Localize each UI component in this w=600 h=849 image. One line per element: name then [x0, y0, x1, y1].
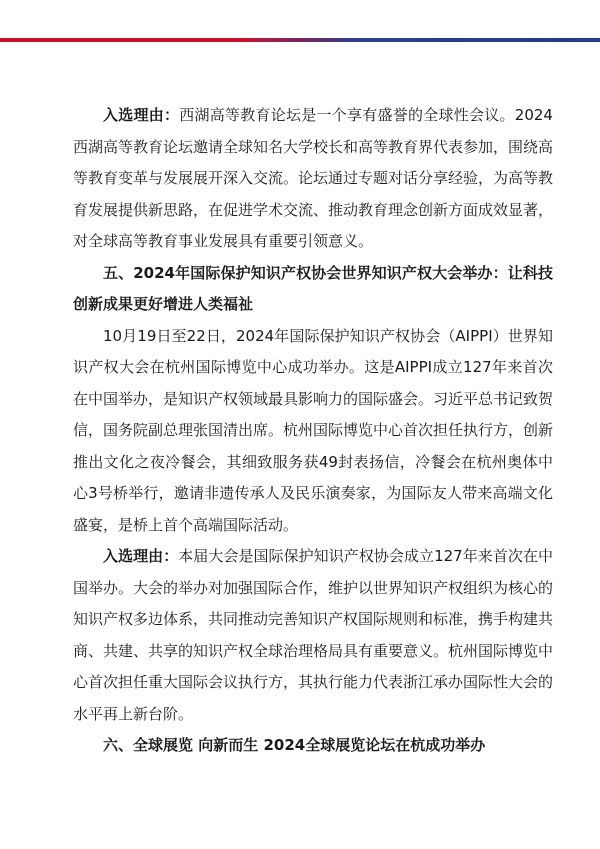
section-heading-6: 六、全球展览 向新而生 2024全球展览论坛在杭成功举办: [103, 736, 486, 754]
paragraph-aippi-congress: 10月19日至22日，2024年国际保护知识产权协会（AIPPI）世界知识产权大会在杭州国际博览中心成功举办。这是AIPPI成立127年来首次在中国举办，是知识产权领域最具影响力的国际盛会。习近平总书记致贺信，国务院副总理张国清出席。杭州国际博览中心首次担任执行方，创新推出文化之夜冷餐会，其细致服务获49封表扬信，冷餐会在杭州奥体中心3号桥举行，邀请非遗传承人及民乐演奏家，为国际友人带来高端文化盛宴，是桥上首个高端国际活动。: [73, 326, 554, 534]
selection-reason-label: 入选理由：: [103, 547, 179, 565]
paragraph-selection-reason-2: [73, 541, 553, 730]
header-color-bar: [0, 38, 600, 42]
selection-reason-label: 入选理由：: [103, 106, 180, 124]
document-body: [73, 100, 553, 762]
selection-reason-text: 本届大会是国际保护知识产权协会成立127年来首次在中国举办。大会的举办对加强国际合作，维护以世界知识产权组织为核心的知识产权多边体系，共同推动完善知识产权国际规则和标准，携手构建共商、共建、共享的知识产权全球治理格局具有重要意义。杭州国际博览中心首次担任重大国际会议执行方，其执行能力代表浙江承办国际性大会的水平再上新台阶。: [73, 547, 554, 723]
section-heading-5: 五、2024年国际保护知识产权协会世界知识产权大会举办：让科技创新成果更好增进人类福祉: [73, 263, 553, 313]
selection-reason-text: 西湖高等教育论坛是一个享有盛誉的全球性会议。2024 西湖高等教育论坛邀请全球知名大学校长和高等教育界代表参加，围绕高等教育变革与发展展开深入交流。论坛通过专题对话分享经验，为高等教育发展提供新思路，在促进学术交流、推动教育理念创新方面成效显著，对全球高等教育事业发展具有重要引领意义。: [73, 106, 554, 250]
paragraph-selection-reason-1: [73, 100, 553, 258]
